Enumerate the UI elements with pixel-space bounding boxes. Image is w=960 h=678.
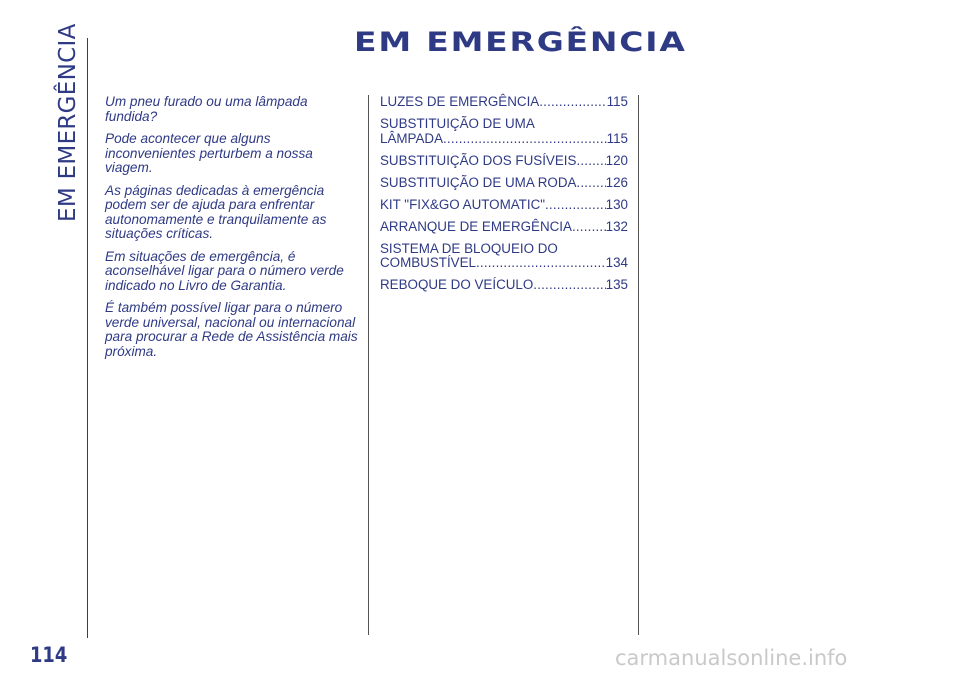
toc-dot-leader	[443, 132, 607, 147]
toc-entry-reboque[interactable]	[380, 278, 628, 293]
watermark: carmanualsonline.info	[615, 646, 848, 670]
toc-page-number: 120	[605, 152, 628, 168]
toc-entry-label: ARRANQUE DE EMERGÊNCIA	[380, 218, 572, 234]
side-vertical-rule	[87, 38, 88, 638]
toc-dot-leader	[533, 278, 605, 293]
intro-paragraph: Pode acontecer que alguns inconvenientes perturbem a nossa viagem.	[105, 131, 313, 175]
intro-paragraph: As páginas dedicadas à emergência podem ser de ajuda para enfrentar autonomamente e tranquilamente as situações críticas.	[105, 182, 327, 241]
toc-dot-leader	[572, 220, 606, 235]
table-of-contents	[380, 95, 628, 300]
toc-entry-lead: SUBSTITUIÇÃO DE UMA	[380, 116, 535, 131]
toc-entry-combustivel[interactable]	[380, 242, 628, 271]
column-divider	[638, 95, 639, 635]
toc-entry-label: SUBSTITUIÇÃO DOS FUSÍVEIS	[380, 152, 577, 168]
toc-page-number: 135	[605, 277, 628, 292]
intro-paragraph: É também possível ligar para o número verde universal, nacional ou internacional para procurar a Rede de Assistência mais próxima.	[105, 300, 358, 359]
toc-entry-label: REBOQUE DO VEÍCULO	[380, 277, 534, 292]
toc-entry-label: LÂMPADA	[380, 130, 444, 146]
toc-entry-label: LUZES DE EMERGÊNCIA	[380, 94, 540, 109]
toc-page-number: 115	[606, 130, 628, 146]
page-number: 114	[30, 643, 68, 667]
side-section-tab: EM EMERGÊNCIA	[55, 23, 81, 222]
intro-text-column	[105, 95, 360, 367]
toc-dot-leader	[539, 95, 606, 110]
toc-entry-label: COMBUSTÍVEL	[380, 255, 476, 270]
toc-page-number: 132	[605, 218, 628, 234]
toc-page-number: 134	[605, 255, 628, 270]
toc-dot-leader	[476, 256, 606, 271]
toc-entry-lampada[interactable]	[380, 117, 628, 146]
toc-dot-leader	[576, 154, 605, 169]
page-title: EM EMERGÊNCIA	[354, 27, 687, 58]
column-divider	[368, 95, 369, 635]
toc-entry-luzes[interactable]	[380, 95, 628, 110]
toc-entry-kit-fixgo[interactable]	[380, 198, 628, 213]
toc-page-number: 115	[606, 94, 628, 109]
toc-entry-lead: SISTEMA DE BLOQUEIO DO	[380, 240, 558, 256]
toc-dot-leader	[576, 176, 605, 191]
toc-entry-label: KIT "FIX&GO AUTOMATIC"	[380, 196, 546, 212]
intro-paragraph: Um pneu furado ou uma lâmpada fundida?	[105, 94, 308, 124]
toc-entry-label: SUBSTITUIÇÃO DE UMA RODA	[380, 174, 577, 190]
toc-page-number: 130	[605, 196, 628, 212]
intro-paragraph: Em situações de emergência, é aconselhável ligar para o número verde indicado no Livro de Garantia.	[105, 248, 344, 293]
toc-dot-leader	[545, 198, 606, 213]
toc-entry-roda[interactable]	[380, 176, 628, 191]
toc-entry-arranque[interactable]	[380, 220, 628, 235]
toc-page-number: 126	[605, 174, 628, 190]
toc-entry-fusiveis[interactable]	[380, 154, 628, 169]
